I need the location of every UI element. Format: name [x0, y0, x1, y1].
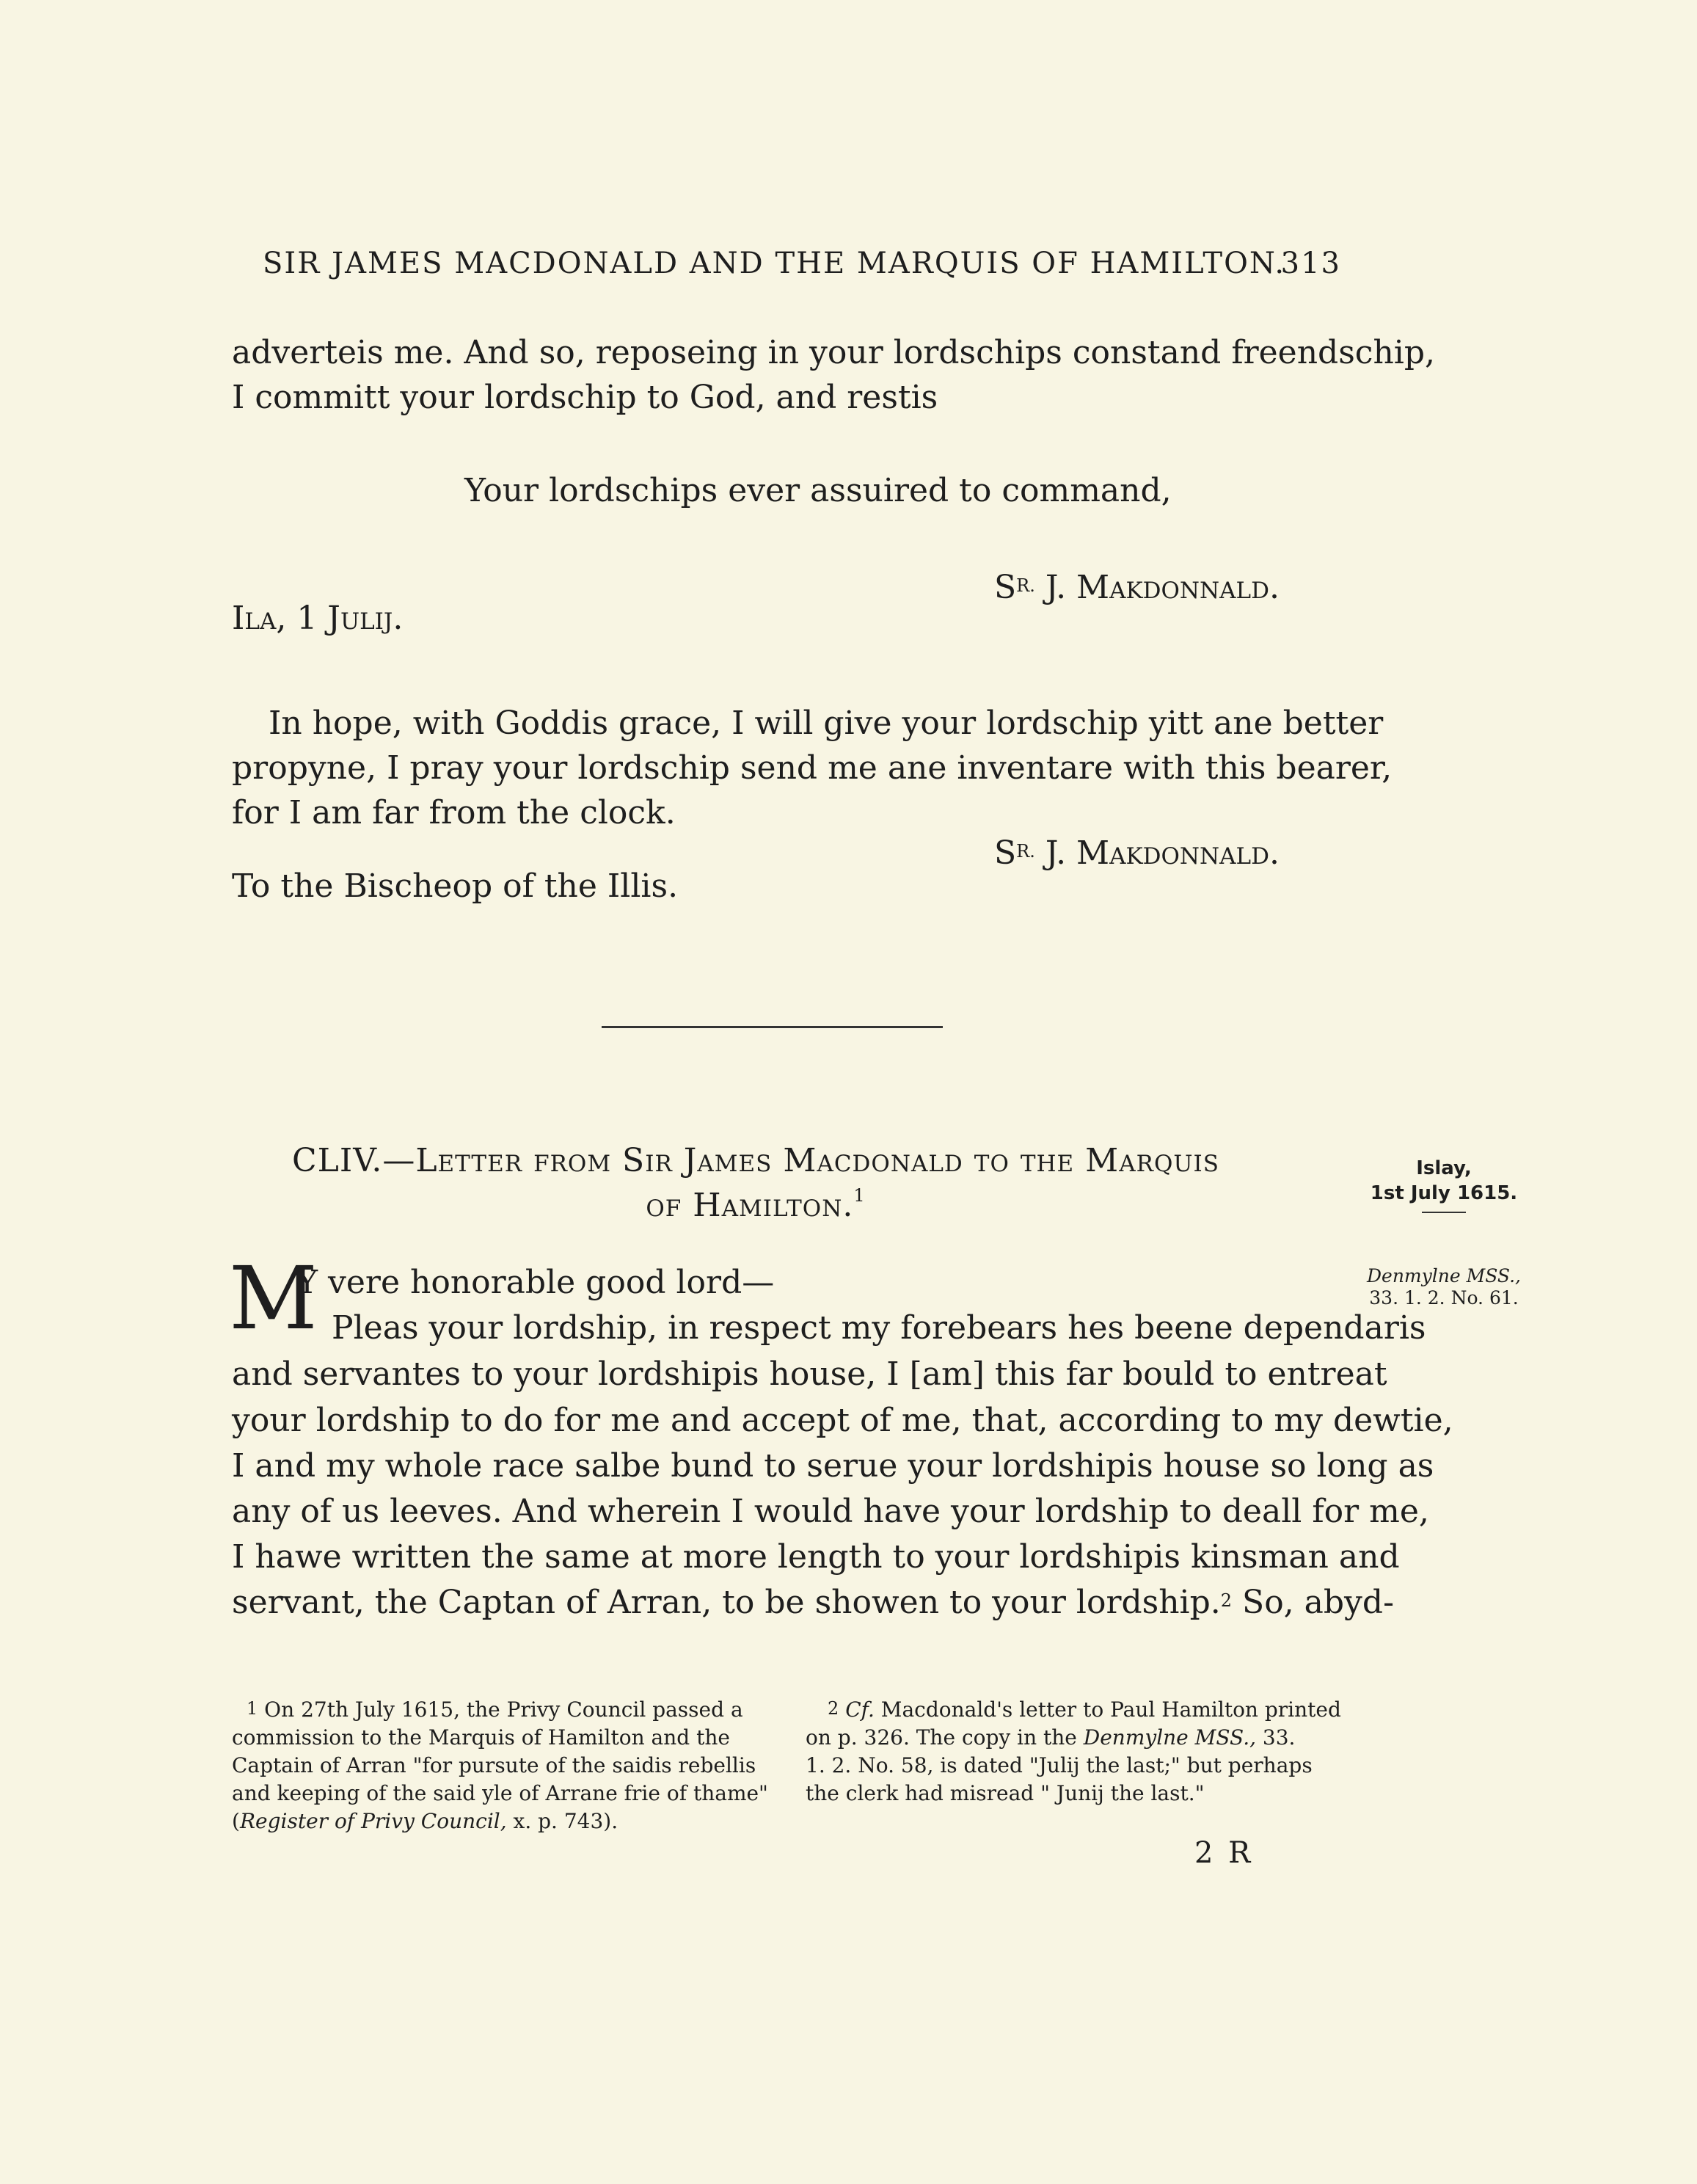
running-head [263, 247, 1341, 280]
signature-mark: 2 R [1194, 1836, 1254, 1870]
margin-date: 1st July 1615. [1370, 1182, 1518, 1204]
letter-end-line-1: adverteis me. And so, reposeing in your lordschips constand freendschip, [232, 334, 1436, 371]
postscript-signature: $S^{R.}$ J. Makdonnald. [994, 834, 1280, 872]
page-number: 313 [1280, 247, 1341, 280]
letter-body-line-4: I and my whole race salbe bund to serue your lordshipis house so long as [232, 1447, 1434, 1485]
letter-heading-line-2: of Hamilton.$^1$ [646, 1185, 866, 1224]
letter-end-line-2: I committ your lordschip to God, and restis [232, 379, 938, 416]
letter-signature: $S^{R.}$ J. Makdonnald. [994, 569, 1280, 606]
footnote-1: 1 On 27th July 1615, the Privy Council passed a commission to the Marquis of Hamilton and the Captain of Arran "for pursute of the saidis rebellis and keeping of the said yle of Arrane frie of thame" (Register of Privy Council, x. p. 743). [232, 1697, 768, 1833]
margin-place-date [1363, 1156, 1525, 1213]
running-head-title: SIR JAMES MACDONALD AND THE MARQUIS OF HAMILTON. [263, 247, 1286, 280]
letter-body-line-5: any of us leeves. And wherein I would have your lordship to deall for me, [232, 1493, 1429, 1530]
margin-source-title: Denmylne MSS., [1366, 1265, 1522, 1286]
section-divider [602, 1026, 943, 1028]
postscript-address: To the Bischeop of the Illis. [232, 867, 679, 905]
postscript-line-1: In hope, with Goddis grace, I will give your lordschip yitt ane better [269, 705, 1384, 742]
letter-body-line-2: and servantes to your lordshipis house, I [am] this far bould to entreat [232, 1355, 1387, 1393]
margin-source [1363, 1265, 1525, 1309]
footnote-2: 2 Cf. Macdonald's letter to Paul Hamilton printed on p. 326. The copy in the Denmylne MSS., 33. 1. 2. No. 58, is dated "Julij the last;" but perhaps the clerk had misread " Junij the last." [806, 1697, 1341, 1805]
drop-cap: M [229, 1248, 318, 1349]
margin-place: Islay, [1416, 1157, 1472, 1179]
letter-body-line-1: Pleas your lordship, in respect my forebears hes beene dependaris [332, 1309, 1426, 1347]
letter-heading-line-1: CLIV.—Letter from Sir James Macdonald to the Marquis [292, 1142, 1219, 1179]
letter-body-line-3: your lordship to do for me and accept of me, that, according to my dewtie, [232, 1402, 1453, 1439]
letter-body-line-6: I hawe written the same at more length to your lordshipis kinsman and [232, 1538, 1400, 1576]
margin-rule [1422, 1212, 1466, 1213]
margin-source-ref: 33. 1. 2. No. 61. [1369, 1287, 1519, 1308]
letter-closing: Your lordschips ever assuired to command, [464, 472, 1172, 509]
letter-place-date: Ila, 1 Julij. [232, 600, 404, 637]
postscript-line-2: propyne, I pray your lordschip send me ane inventare with this bearer, [232, 749, 1393, 787]
letter-body-first-line: Y vere honorable good lord— [296, 1264, 775, 1301]
postscript-line-3: for I am far from the clock. [232, 794, 676, 831]
letter-body-line-7: servant, the Captan of Arran, to be showen to your lordship.$^2$ So, abyd- [232, 1584, 1394, 1621]
